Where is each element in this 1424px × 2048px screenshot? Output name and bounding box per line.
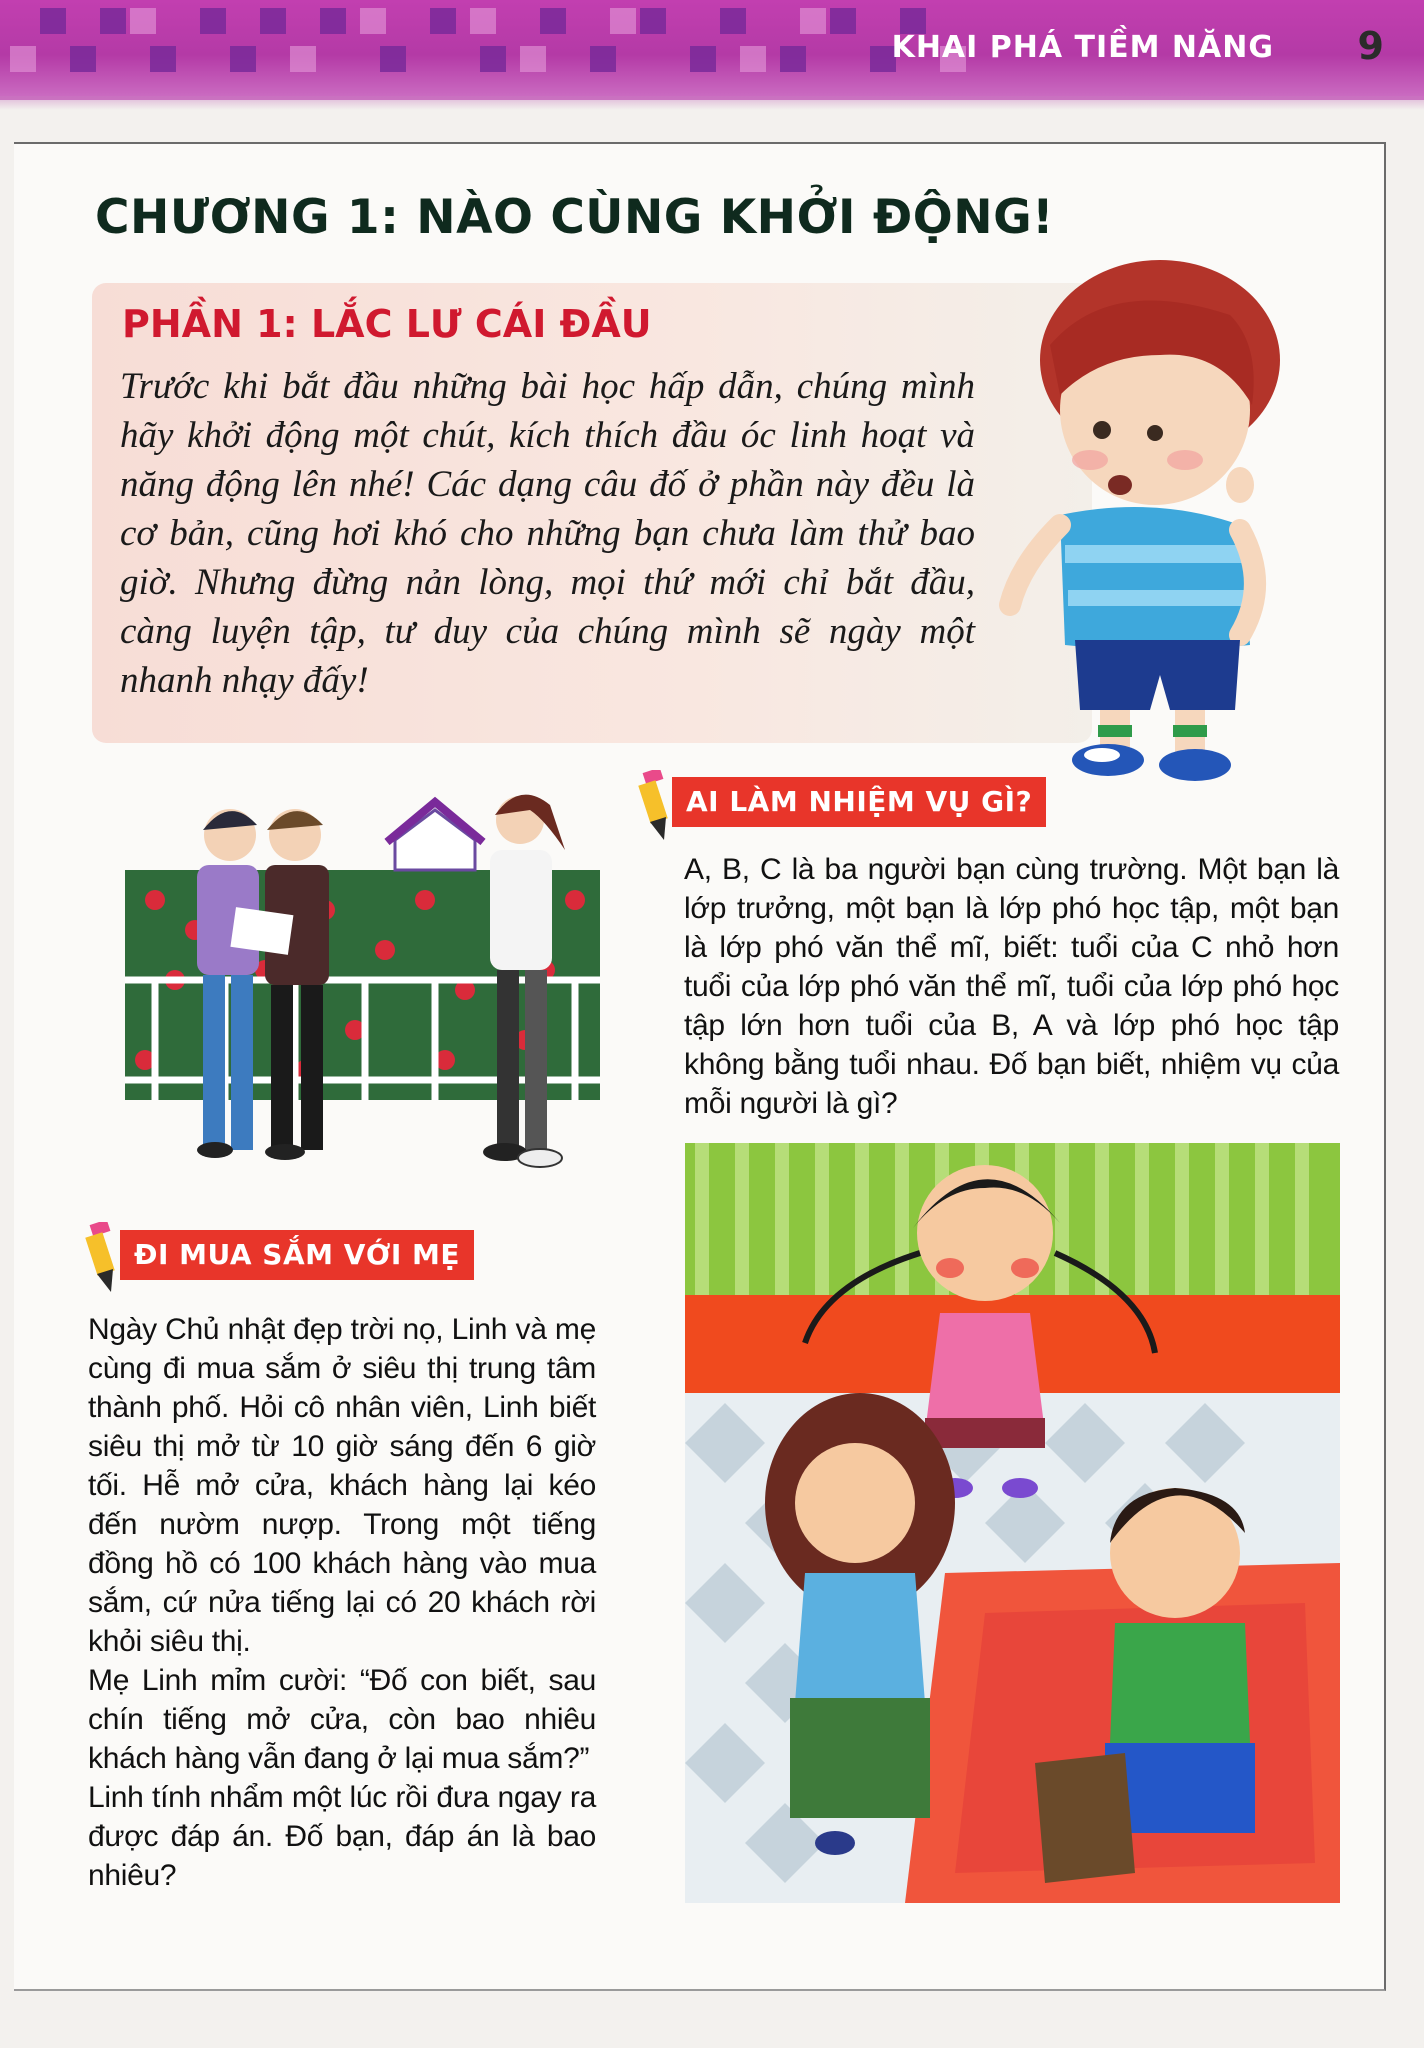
page-header bbox=[0, 0, 1424, 100]
puzzle-paragraph: Linh tính nhẩm một lúc rồi đưa ngay ra được đáp án. Đố bạn, đáp án là bao nhiêu? bbox=[88, 1781, 596, 1892]
page-number: 9 bbox=[1357, 24, 1384, 68]
puzzle-paragraph: Ngày Chủ nhật đẹp trời nọ, Linh và mẹ cùng đi mua sắm ở siêu thị trung tâm thành phố. Hỏi cô nhân viên, Linh biết siêu thị mở từ 10 giờ sáng đến 6 giờ tối. Hễ mở cửa, khách hàng lại kéo đến nườm nượp. Trong một tiếng đồng hồ có 100 khách hàng vào mua sắm, cứ nửa tiếng lại có 20 khách rời khỏi siêu thị. bbox=[88, 1313, 596, 1658]
puzzle-text-di-mua-sam-voi-me bbox=[88, 1310, 596, 1895]
header-title: KHAI PHÁ TIỀM NĂNG bbox=[891, 30, 1274, 65]
chapter-title: CHƯƠNG 1: NÀO CÙNG KHỞI ĐỘNG! bbox=[95, 190, 1055, 245]
intro-text: Trước khi bắt đầu những bài học hấp dẫn, chúng mình hãy khởi động một chút, kích thích đầu óc linh hoạt và năng động lên nhé! Các dạng câu đố ở phần này đều là cơ bản, cũng hơi khó cho những bạn chưa làm thử bao giờ. Nhưng đừng nản lòng, mọi thứ mới chỉ bắt đầu, càng luyện tập, tư duy của chúng mình sẽ ngày một nhanh nhạy đấy! bbox=[120, 366, 975, 701]
shopping-girls-illustration bbox=[685, 1143, 1340, 1903]
pencil-icon bbox=[83, 1222, 119, 1296]
pencil-icon bbox=[636, 770, 672, 844]
puzzle-paragraph: Mẹ Linh mỉm cười: “Đố con biết, sau chín tiếng mở cửa, còn bao nhiêu khách hàng vẫn đang ở lại mua sắm?” bbox=[88, 1664, 596, 1775]
puzzle-title-ai-lam-nhiem-vu-gi: AI LÀM NHIỆM VỤ GÌ? bbox=[672, 777, 1046, 827]
puzzle-title-di-mua-sam-voi-me: ĐI MUA SẮM VỚI MẸ bbox=[120, 1230, 474, 1280]
boy-illustration bbox=[990, 255, 1330, 795]
puzzle-text-ai-lam-nhiem-vu-gi: A, B, C là ba người bạn cùng trường. Một bạn là lớp trưởng, một bạn là lớp phó học tập, một bạn là lớp phó văn thể mĩ, biết: tuổi của C nhỏ hơn tuổi của lớp phó văn thể mĩ, tuổi của lớp phó học tập lớn hơn tuổi của B, A và lớp phó học tập không bằng tuổi nhau. Đố bạn biết, nhiệm vụ của mỗi người là gì? bbox=[684, 853, 1339, 1120]
header-divider bbox=[0, 96, 1424, 110]
section-title: PHẦN 1: LẮC LƯ CÁI ĐẦU bbox=[122, 302, 652, 346]
teens-illustration bbox=[125, 780, 600, 1190]
